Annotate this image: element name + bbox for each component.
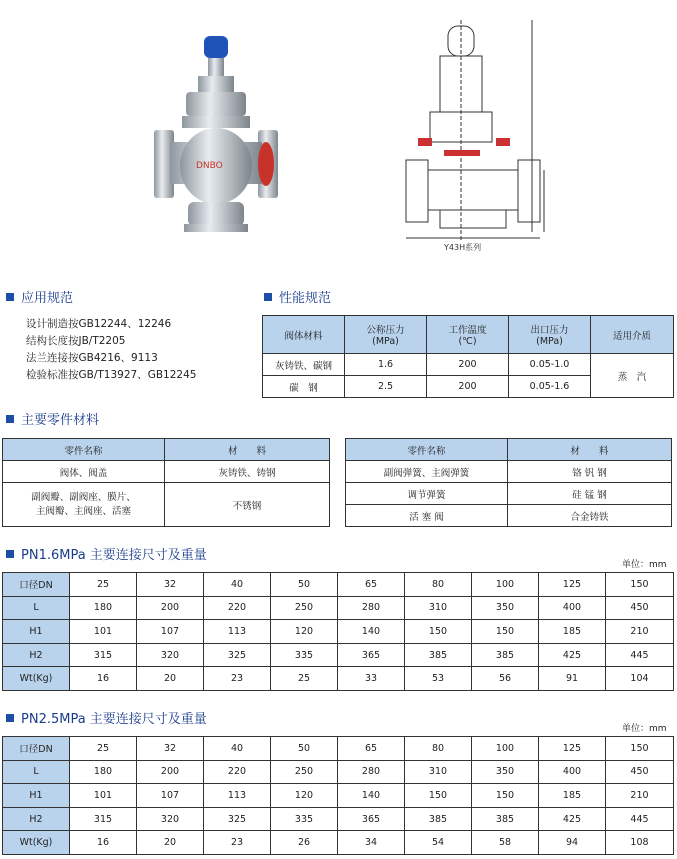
table-cell: 180 (70, 760, 137, 784)
table-cell: 325 (204, 807, 271, 831)
table-cell: 23 (204, 667, 271, 691)
table-row (3, 483, 330, 527)
table-row (346, 461, 672, 483)
table-row (263, 354, 674, 376)
table-cell: 灰铸铁、碳钢 (263, 354, 345, 376)
row-header-cell: Wt(Kg) (3, 667, 70, 691)
section-materials-title: 主要零件材料 (21, 413, 100, 428)
valve-section-drawing (400, 10, 560, 254)
table-cell: 不锈钢 (165, 483, 330, 527)
table-cell: 185 (539, 620, 606, 644)
svg-text:DNBO: DNBO (196, 161, 223, 171)
table-row (3, 807, 674, 831)
table-cell: 101 (70, 620, 137, 644)
table-cell: 185 (539, 784, 606, 808)
table-cell: 445 (606, 643, 674, 667)
table-cell: 150 (405, 620, 472, 644)
medium-cell: 蒸 汽 (591, 354, 674, 398)
table-cell: 385 (405, 807, 472, 831)
table-cell: 200 (137, 596, 204, 620)
pn25-dimension-table (2, 736, 674, 855)
table-cell: 220 (204, 596, 271, 620)
table-cell: 350 (472, 760, 539, 784)
table-cell: 125 (539, 573, 606, 597)
table-cell: 350 (472, 596, 539, 620)
valve-photo (140, 18, 300, 248)
table-cell: 0.05-1.0 (509, 354, 591, 376)
table-cell: 80 (405, 737, 472, 761)
table-row (346, 483, 672, 505)
table-cell: 320 (137, 643, 204, 667)
table-cell: 200 (427, 376, 509, 398)
table-cell: 50 (271, 737, 338, 761)
table-row (3, 831, 674, 855)
table-cell: 65 (338, 737, 405, 761)
table-cell: 107 (137, 620, 204, 644)
row-header-cell: H1 (3, 620, 70, 644)
table-cell: 25 (70, 737, 137, 761)
table-cell: 活 塞 阀 (346, 505, 508, 527)
table-cell: 108 (606, 831, 674, 855)
table-row (3, 573, 674, 597)
table-cell: 94 (539, 831, 606, 855)
table-cell: 425 (539, 807, 606, 831)
square-bullet-icon (6, 550, 14, 558)
table-cell: 65 (338, 573, 405, 597)
table-cell: 32 (137, 737, 204, 761)
table-cell: 200 (427, 354, 509, 376)
table-row (3, 643, 674, 667)
table-cell: 220 (204, 760, 271, 784)
table-cell: 20 (137, 831, 204, 855)
table-row (346, 505, 672, 527)
table-cell: 铬 钒 钢 (508, 461, 672, 483)
materials-table-left (2, 438, 330, 527)
table-cell: 400 (539, 760, 606, 784)
spec-item: 法兰连接按GB4216、9113 (26, 352, 158, 364)
table-cell: 113 (204, 784, 271, 808)
row-header-cell: 口径DN (3, 573, 70, 597)
table-cell: 385 (472, 807, 539, 831)
table-cell: 125 (539, 737, 606, 761)
table-cell: 365 (338, 807, 405, 831)
row-header-cell: H2 (3, 643, 70, 667)
application-spec-list (26, 316, 196, 384)
table-cell: 合金铸铁 (508, 505, 672, 527)
square-bullet-icon (6, 415, 14, 423)
materials-header-cell: 材 料 (508, 439, 672, 461)
table-cell: 365 (338, 643, 405, 667)
table-cell: 450 (606, 596, 674, 620)
table-cell: 150 (606, 573, 674, 597)
table-cell: 325 (204, 643, 271, 667)
table-cell: 113 (204, 620, 271, 644)
table-cell: 280 (338, 760, 405, 784)
table-row (3, 784, 674, 808)
table-cell: 碳 钢 (263, 376, 345, 398)
table-cell: 425 (539, 643, 606, 667)
table-cell: 210 (606, 620, 674, 644)
spec-item: 设计制造按GB12244、12246 (26, 318, 172, 330)
row-header-cell: L (3, 596, 70, 620)
table-cell: 25 (70, 573, 137, 597)
table-cell: 335 (271, 643, 338, 667)
section-application (6, 287, 73, 306)
perf-header-cell: 公称压力 (MPa) (345, 316, 427, 354)
table-row (3, 760, 674, 784)
square-bullet-icon (6, 293, 14, 301)
table-cell: 310 (405, 596, 472, 620)
table-cell: 445 (606, 807, 674, 831)
row-header-cell: Wt(Kg) (3, 831, 70, 855)
table-cell: 140 (338, 620, 405, 644)
table-cell: 104 (606, 667, 674, 691)
table-cell: 280 (338, 596, 405, 620)
materials-header-cell: 材 料 (165, 439, 330, 461)
table-cell: 335 (271, 807, 338, 831)
table-cell: 310 (405, 760, 472, 784)
table-cell: 250 (271, 596, 338, 620)
table-cell: 120 (271, 784, 338, 808)
square-bullet-icon (6, 714, 14, 722)
table-cell: 91 (539, 667, 606, 691)
table-cell: 23 (204, 831, 271, 855)
table-cell: 120 (271, 620, 338, 644)
square-bullet-icon (264, 293, 272, 301)
table-cell: 107 (137, 784, 204, 808)
materials-header-cell: 零件名称 (346, 439, 508, 461)
table-cell: 16 (70, 667, 137, 691)
pn16-dimension-table (2, 572, 674, 691)
table-cell: 副阀弹簧、主阀弹簧 (346, 461, 508, 483)
row-header-cell: H2 (3, 807, 70, 831)
table-cell: 26 (271, 831, 338, 855)
table-cell: 150 (405, 784, 472, 808)
unit-label: 单位：mm (622, 560, 667, 570)
materials-table-right (345, 438, 672, 527)
table-cell: 2.5 (345, 376, 427, 398)
materials-header-cell: 零件名称 (3, 439, 165, 461)
table-cell: 33 (338, 667, 405, 691)
table-cell: 40 (204, 573, 271, 597)
table-cell: 54 (405, 831, 472, 855)
table-cell: 灰铸铁、铸钢 (165, 461, 330, 483)
table-cell: 53 (405, 667, 472, 691)
section-pn25-title: PN2.5MPa 主要连接尺寸及重量 (21, 712, 207, 727)
table-row (3, 596, 674, 620)
table-cell: 50 (271, 573, 338, 597)
table-cell: 硅 锰 钢 (508, 483, 672, 505)
perf-header-cell: 工作温度 (℃) (427, 316, 509, 354)
table-cell: 0.05-1.6 (509, 376, 591, 398)
section-pn25 (6, 708, 207, 727)
table-cell: 315 (70, 807, 137, 831)
table-row (3, 667, 674, 691)
drawing-caption: Y43H系列 (444, 243, 482, 252)
unit-label: 单位：mm (622, 724, 667, 734)
perf-header-cell: 出口压力 (MPa) (509, 316, 591, 354)
table-cell: 100 (472, 737, 539, 761)
table-cell: 150 (606, 737, 674, 761)
table-cell: 32 (137, 573, 204, 597)
section-materials (6, 409, 99, 428)
table-cell: 阀体、阀盖 (3, 461, 165, 483)
table-cell: 210 (606, 784, 674, 808)
table-cell: 320 (137, 807, 204, 831)
perf-header-cell: 适用介质 (591, 316, 674, 354)
table-cell: 56 (472, 667, 539, 691)
table-cell: 250 (271, 760, 338, 784)
table-cell: 34 (338, 831, 405, 855)
row-header-cell: H1 (3, 784, 70, 808)
table-cell: 180 (70, 596, 137, 620)
table-row (3, 461, 330, 483)
product-hero (0, 0, 677, 262)
table-cell: 100 (472, 573, 539, 597)
table-cell: 40 (204, 737, 271, 761)
table-cell: 400 (539, 596, 606, 620)
table-cell: 调节弹簧 (346, 483, 508, 505)
row-header-cell: L (3, 760, 70, 784)
table-cell: 200 (137, 760, 204, 784)
table-cell: 20 (137, 667, 204, 691)
table-cell: 1.6 (345, 354, 427, 376)
table-cell: 25 (271, 667, 338, 691)
table-cell: 58 (472, 831, 539, 855)
spec-item: 检验标准按GB/T13927、GB12245 (26, 369, 197, 381)
section-pn16 (6, 544, 207, 563)
performance-table (262, 315, 674, 398)
table-cell: 16 (70, 831, 137, 855)
table-cell: 101 (70, 784, 137, 808)
perf-header-cell: 阀体材料 (263, 316, 345, 354)
spec-item: 结构长度按JB/T2205 (26, 335, 126, 347)
table-cell: 315 (70, 643, 137, 667)
section-performance-title: 性能规范 (279, 291, 332, 306)
table-cell: 80 (405, 573, 472, 597)
table-cell: 385 (472, 643, 539, 667)
table-cell: 150 (472, 620, 539, 644)
table-cell: 150 (472, 784, 539, 808)
row-header-cell: 口径DN (3, 737, 70, 761)
table-row (3, 620, 674, 644)
section-application-title: 应用规范 (21, 291, 74, 306)
table-cell: 450 (606, 760, 674, 784)
table-cell: 385 (405, 643, 472, 667)
table-cell: 140 (338, 784, 405, 808)
section-performance (264, 287, 331, 306)
section-pn16-title: PN1.6MPa 主要连接尺寸及重量 (21, 548, 207, 563)
table-cell: 副阀瓣、副阀座、膜片、 主阀瓣、主阀座、活塞 (3, 483, 165, 527)
table-row (3, 737, 674, 761)
